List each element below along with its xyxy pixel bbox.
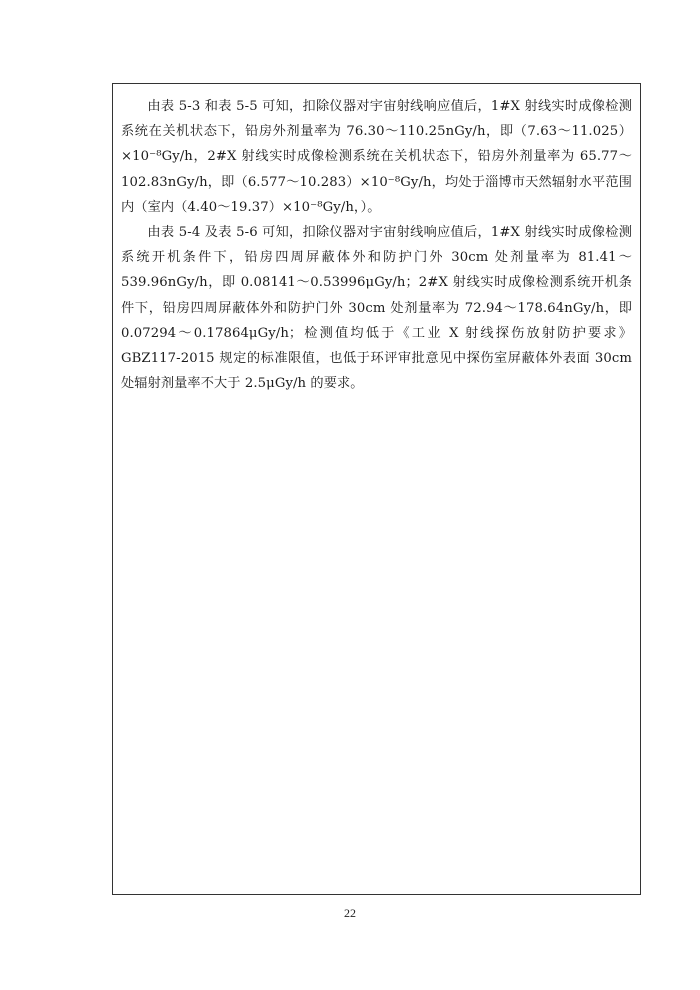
- paragraph-shutdown-results: 由表 5-3 和表 5-5 可知，扣除仪器对宇宙射线响应值后，1#X 射线实时成像检测系统在关机状态下，铅房外剂量率为 76.30～110.25nGy/h，即（7.63～11.025）×10⁻⁸Gy/h，2#X 射线实时成像检测系统在关机状态下，铅房外剂量率为 65.77～102.83nGy/h，即（6.577～10.283）×10⁻⁸Gy/h，均处于淄博市天然辐射水平范围内（室内（4.40～19.37）×10⁻⁸Gy/h，）。: [121, 99, 632, 215]
- content-frame: [112, 83, 641, 895]
- body-text: [121, 94, 632, 396]
- paragraph-operation-results: 由表 5-4 及表 5-6 可知，扣除仪器对宇宙射线响应值后，1#X 射线实时成像检测系统开机条件下，铅房四周屏蔽体外和防护门外 30cm 处剂量率为 81.41～539.96nGy/h，即 0.08141～0.53996μGy/h；2#X 射线实时成像检测系统开机条件下，铅房四周屏蔽体外和防护门外 30cm 处剂量率为 72.94～178.64nGy/h，即 0.07294～0.17864μGy/h；检测值均低于《工业 X 射线探伤放射防护要求》GBZ117-2015 规定的标准限值，也低于环评审批意见中探伤室屏蔽体外表面 30cm 处辐射剂量率不大于 2.5μGy/h 的要求。: [121, 225, 632, 392]
- page-number: 22: [344, 906, 356, 920]
